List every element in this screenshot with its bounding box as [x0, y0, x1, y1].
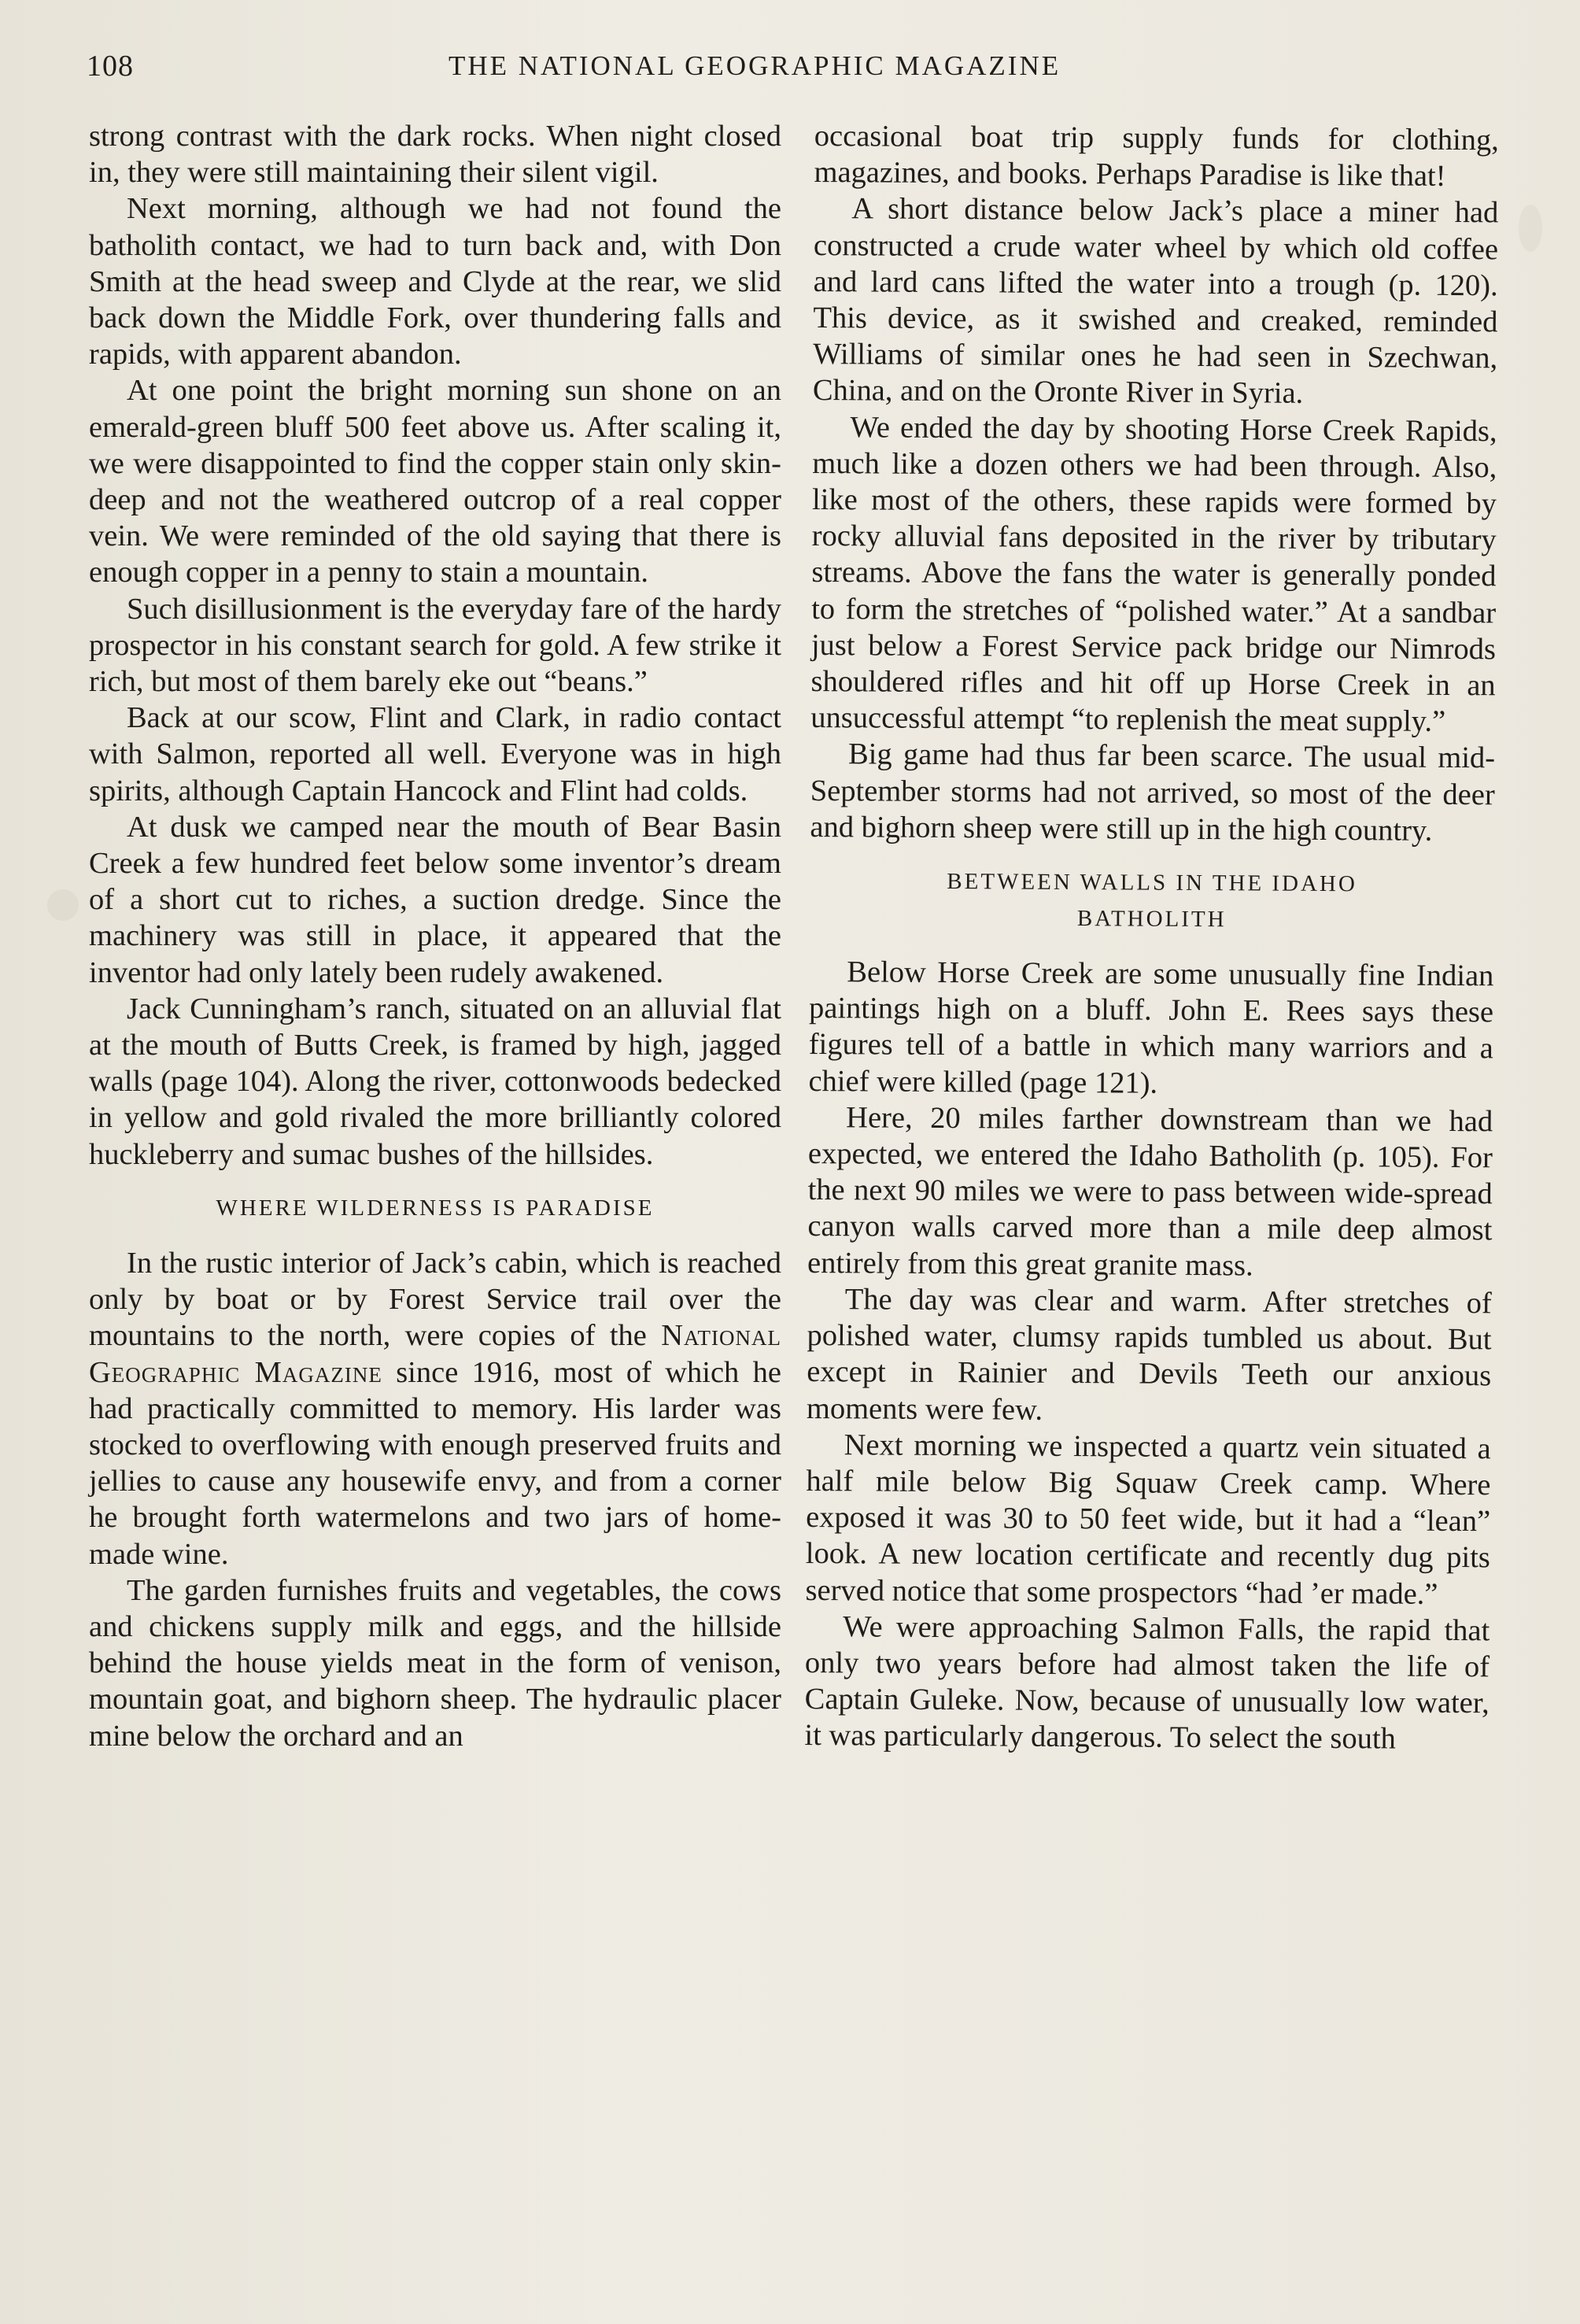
section-heading-line: BETWEEN WALLS IN THE IDAHO — [947, 869, 1357, 897]
paragraph: We were approaching Salmon Falls, the rapid that only two years before had almost taken the life of Captain Guleke. Now, because of unusually low water, it was particularly dangerous. To select the south — [804, 1609, 1490, 1756]
paragraph: Next morning, although we had not found the batholith contact, we had to turn back and, with Don Smith at the head sweep and Clyde at the rear, we slid back down the Middle Fork, over thundering falls and rapids, with apparent abandon. — [89, 192, 781, 371]
paragraph: We ended the day by shooting Horse Creek Rapids, much like a dozen others we had been through. Also, like most of the others, these rapids were formed by rocky alluvial fans deposited in the river by tributary streams. Above the fans the water is generally ponded to form the stretches of “polished water.” At a sandbar just below a Forest Service pack bridge our Nimrods shouldered rifles and hit off up Horse Creek in an unsuccessful attempt “to replenish the meat supply.” — [810, 410, 1497, 739]
paragraph: strong contrast with the dark rocks. When night closed in, they were still maintaining their silent vigil. — [89, 120, 781, 190]
paragraph: Back at our scow, Flint and Clark, in radio contact with Salmon, reported all well. Everyone was in high spirits, although Captain Hancock and Flint had colds. — [89, 701, 781, 807]
paragraph: Below Horse Creek are some unusually fine Indian paintings high on a bluff. John E. Rees says these figures tell of a battle in which many warriors and a chief were killed (page 121). — [808, 955, 1494, 1100]
paragraph-text: since 1916, most of which he had practically committed to memory. His larder was stocked to overflowing with enough preserved fruits and jellies to cause any housewife envy, and from a corner he brought forth watermelons and two jars of home-made wine. — [89, 1355, 781, 1571]
paragraph: Such disillusionment is the everyday fare of the hardy prospector in his constant search for gold. A few strike it rich, but most of them barely eke out “beans.” — [89, 592, 781, 699]
paragraph — [89, 1245, 781, 1572]
paragraph: A short distance below Jack’s place a miner had constructed a crude water wheel by which old coffee and lard cans lifted the water into a trough (p. 120). This device, as it swished and creaked, reminded Williams of similar ones he had seen in Szechwan, China, and on the Oronte River in Syria. — [812, 192, 1499, 411]
page-header — [87, 49, 1508, 88]
paragraph: At dusk we camped near the mouth of Bear Basin Creek a few hundred feet below some inventor’s dream of a short cut to riches, a suction dredge. Since the machinery was still in place, it appeared that the inventor had only lately been rudely awakened. — [89, 810, 781, 989]
paragraph: The garden furnishes fruits and vegetables, the cows and chickens supply milk and eggs, and the hillside behind the house yields meat in the form of venison, mountain goat, and bighorn sheep. The hydraulic placer mine below the orchard and an — [89, 1573, 781, 1753]
paragraph: occasional boat trip supply funds for clothing, magazines, and books. Perhaps Paradise is like that! — [814, 119, 1499, 194]
paragraph: Jack Cunningham’s ranch, situated on an alluvial flat at the mouth of Butts Creek, is framed by high, jagged walls (page 104). Along the river, cottonwoods bedecked in yellow and gold rivaled the more brilliantly colored huckleberry and sumac bushes of the hillsides. — [89, 992, 781, 1171]
paragraph-text: In the rustic interior of Jack’s cabin, which is reached only by boat or by Forest Service trail over the mountains to the north, were copies of the — [89, 1246, 781, 1353]
running-head: THE NATIONAL GEOGRAPHIC MAGAZINE — [449, 50, 1061, 81]
paragraph: At one point the bright morning sun shone on an emerald-green bluff 500 feet above us. After scaling it, we were disappointed to find the copper stain only skin-deep and not the weathered outcrop of a real copper vein. We were reminded of the old saying that there is enough copper in a penny to stain a mountain. — [89, 374, 781, 589]
paragraph: The day was clear and warm. After stretches of polished water, clumsy rapids tumbled us about. But except in Rainier and Devils Teeth our anxious moments were few. — [806, 1283, 1492, 1427]
paragraph: Here, 20 miles farther downstream than we had expected, we entered the Idaho Batholith (p. 105). For the next 90 miles we were to pass between wide-spread canyon walls carved more than a mile deep almost entirely from this great granite mass. — [807, 1101, 1493, 1283]
page-smudge — [47, 889, 79, 921]
section-heading — [810, 863, 1495, 939]
left-column — [89, 118, 781, 1754]
right-column — [804, 118, 1499, 1758]
paragraph: Big game had thus far been scarce. The usual mid-September storms had not arrived, so most of the deer and bighorn sheep were still up in the high country. — [810, 737, 1496, 848]
section-heading-line: BATHOLITH — [1076, 906, 1227, 933]
section-heading: WHERE WILDERNESS IS PARADISE — [216, 1195, 655, 1221]
page-number: 108 — [87, 50, 134, 83]
magazine-title: National Geographic Magazine — [89, 1319, 781, 1389]
paragraph: Next morning we inspected a quartz vein situated a half mile below Big Squaw Creek camp. Where exposed it was 30 to 50 feet wide, but it had a “lean” look. A new location certificate and recently dug pits served notice that some prospectors “had ’er made.” — [805, 1428, 1491, 1611]
page-smudge — [1519, 205, 1542, 252]
